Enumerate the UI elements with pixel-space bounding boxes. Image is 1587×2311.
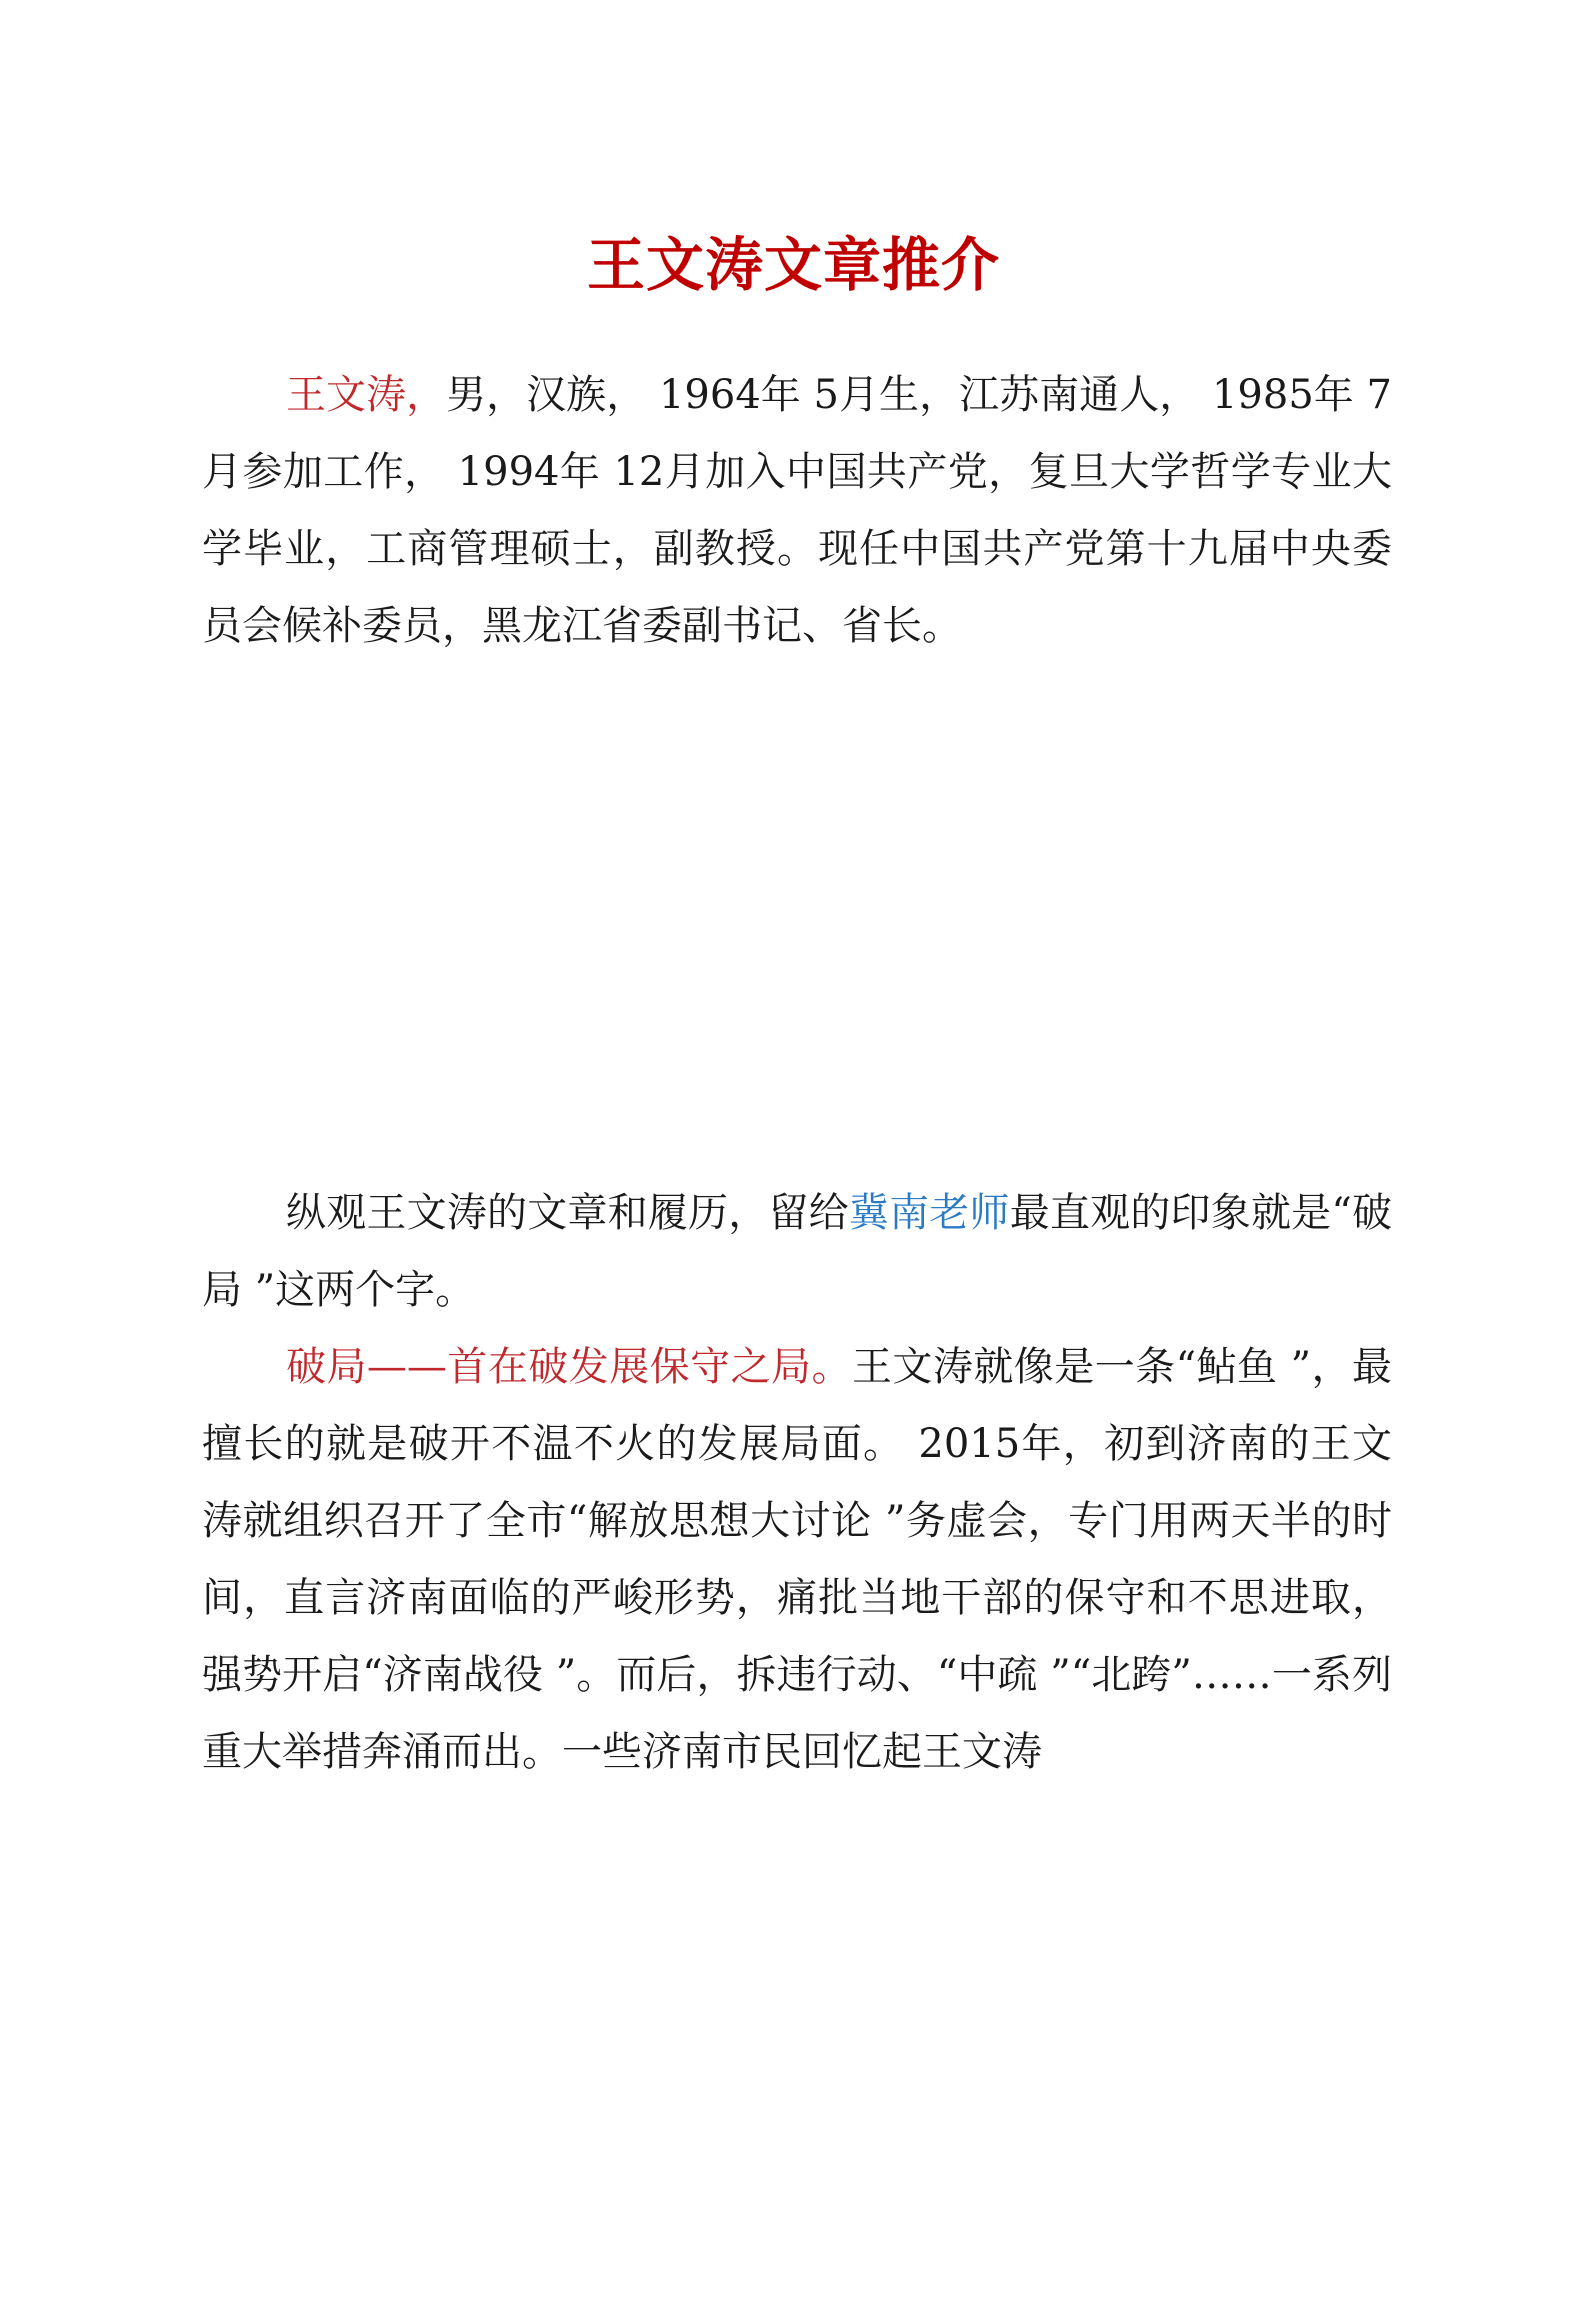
section1-paragraph — [202, 1329, 1392, 1791]
intro-text: 男，汉族， 1964年 5月生，江苏南通人， 1985年 7月参加工作， 1994年 12月加入中国共产党，复旦大学哲学专业大学毕业，工商管理硕士，副教授。现任中国共产党第十九届中央委员会候补委员，黑龙江省委副书记、省长。 — [202, 372, 1393, 649]
overview-text-after: 最直观的印象就是“破局 ”这两个字。 — [202, 1190, 1393, 1313]
section1-heading: 破局——首在破发展保守之局。 — [286, 1344, 852, 1390]
document-title: 王文涛文章推介 — [586, 231, 1000, 299]
section1-text: 王文涛就像是一条“鲇鱼 ”，最擅长的就是破开不温不火的发展局面。 2015年，初到济南的王文涛就组织召开了全市“解放思想大讨论 ”务虚会，专门用两天半的时间，直言济南面临的严峻形势，痛批当地干部的保守和不思进取，强势开启“济南战役 ”。而后，拆违行动、“中疏 ”“北跨”……一系列重大举措奔涌而出。一些济南市民回忆起王文涛 — [202, 1344, 1392, 1775]
intro-section — [202, 357, 1392, 665]
article-section — [202, 1175, 1392, 1791]
intro-name-highlight: 王文涛， — [286, 372, 447, 418]
author-link[interactable]: 冀南老师 — [848, 1190, 1010, 1236]
overview-text-before: 纵观王文涛的文章和履历，留给 — [286, 1190, 849, 1236]
intro-paragraph — [202, 357, 1392, 665]
overview-paragraph — [202, 1175, 1392, 1329]
